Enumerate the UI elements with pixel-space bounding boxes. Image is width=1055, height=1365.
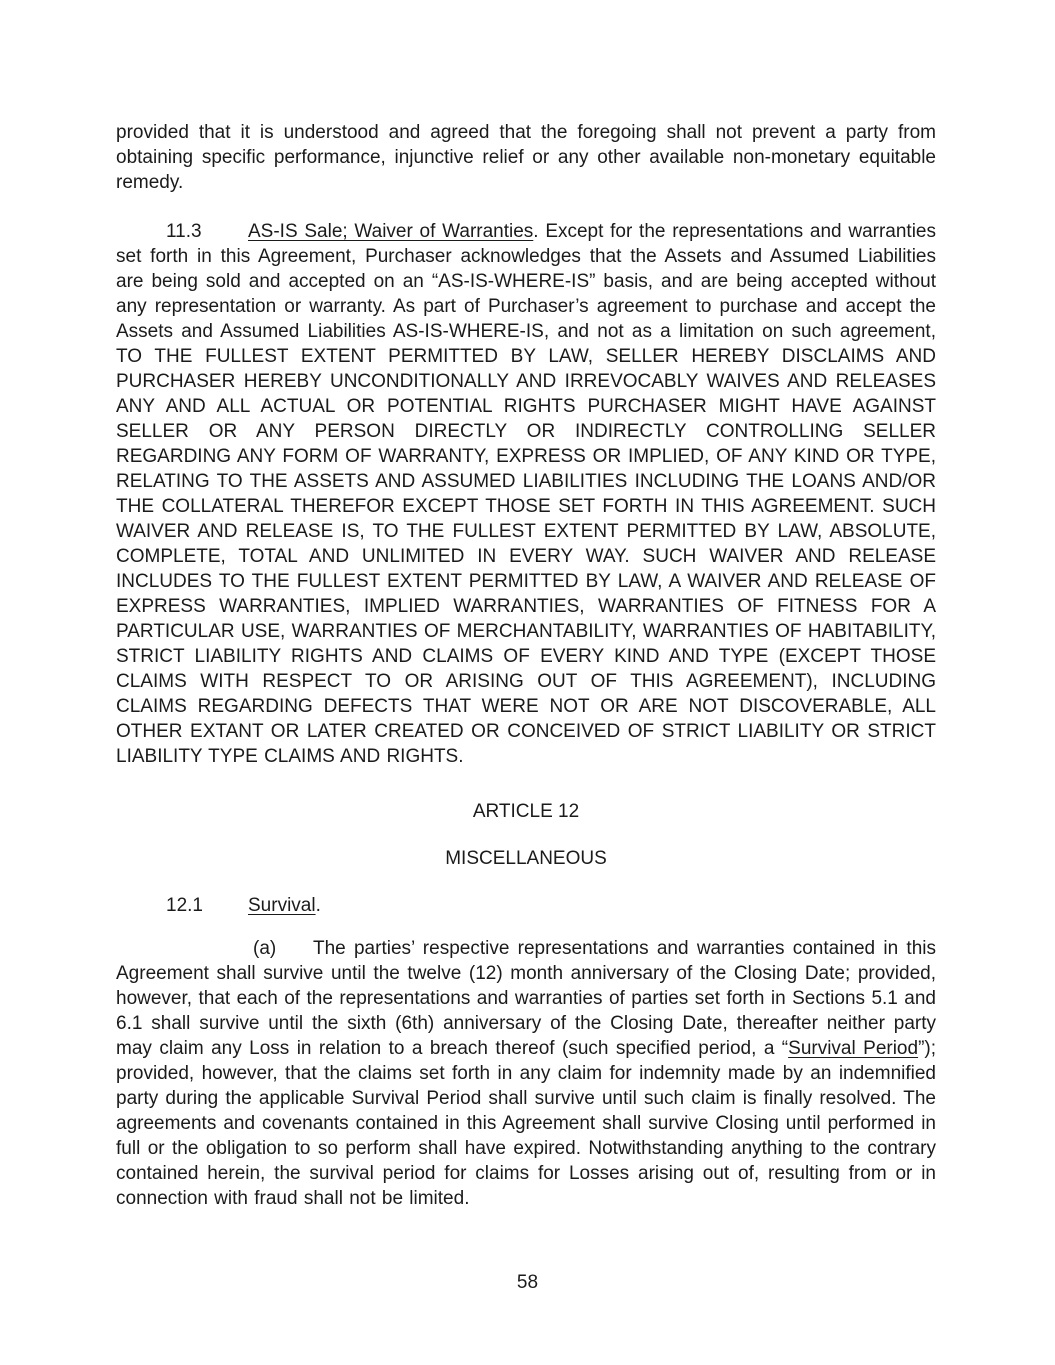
section-12-1-number: 12.1 (166, 895, 203, 916)
miscellaneous-heading: MISCELLANEOUS (445, 848, 607, 869)
page-number: 58 (516, 1272, 539, 1293)
document-page (116, 120, 936, 1235)
section-11-3-heading: AS-IS Sale; Waiver of Warranties (248, 221, 534, 242)
text-run: The parties’ respective representations and warranties contained in this Agreement shall survive until the twelve (12) month anniversary of the Closing Date; provided, however, that each of the representations and warranties of parties set forth in Sections 5.1 and 6.1 shall survive until the sixth (6th) anniversary of the Closing Date, thereafter neither party may claim any Loss in relation to a breach thereof (such specified period, a “ (116, 938, 936, 1059)
article-12-heading: ARTICLE 12 (472, 801, 580, 822)
section-12-1-line (116, 893, 936, 918)
paragraph-a-label: (a) (253, 938, 277, 959)
continuation-paragraph: provided that it is understood and agreed that the foregoing shall not prevent a party from obtaining specific performance, injunctive relief or any other available non-monetary equitable remedy. (116, 122, 936, 193)
paragraph-a (116, 936, 936, 1211)
paragraph-a-body (116, 938, 936, 1209)
text-run: ”); provided, however, that the claims set forth in any claim for indemnity made by an indemnified party during the applicable Survival Period shall survive until such claim is finally resolved. The agreements and covenants contained in this Agreement shall survive Closing until performed in full or the obligation to so perform shall have expired. Notwithstanding anything to the contrary contained herein, the survival period for claims for Losses arising out of, resulting from or in connection with fraud shall not be limited. (116, 1038, 936, 1209)
section-11-3-number: 11.3 (166, 221, 202, 242)
defined-term-underlined: Survival Period (788, 1038, 919, 1059)
section-12-1-heading: Survival (248, 895, 316, 916)
section-11-3-paragraph (116, 219, 936, 769)
section-11-3-body: . Except for the representations and warranties set forth in this Agreement, Purchaser acknowledges that the Assets and Assumed Liabilities are being sold and accepted on an “AS-IS-WHERE-IS” basis, and are being accepted without any representation or warranty. As part of Purchaser’s agreement to purchase and accept the Assets and Assumed Liabilities AS-IS-WHERE-IS, and not as a limitation on such agreement, TO THE FULLEST EXTENT PERMITTED BY LAW, SELLER HEREBY DISCLAIMS AND PURCHASER HEREBY UNCONDITIONALLY AND IRREVOCABLY WAIVES AND RELEASES ANY AND ALL ACTUAL OR POTENTIAL RIGHTS PURCHASER MIGHT HAVE AGAINST SELLER OR ANY PERSON DIRECTLY OR INDIRECTLY CONTROLLING SELLER REGARDING ANY FORM OF WARRANTY, EXPRESS OR IMPLIED, OF ANY KIND OR TYPE, RELATING TO THE ASSETS AND ASSUMED LIABILITIES INCLUDING THE LOANS AND/OR THE COLLATERAL THEREFOR EXCEPT THOSE SET FORTH IN THIS AGREEMENT. SUCH WAIVER AND RELEASE IS, TO THE FULLEST EXTENT PERMITTED BY LAW, ABSOLUTE, COMPLETE, TOTAL AND UNLIMITED IN EVERY WAY. SUCH WAIVER AND RELEASE INCLUDES TO THE FULLEST EXTENT PERMITTED BY LAW, A WAIVER AND RELEASE OF EXPRESS WARRANTIES, IMPLIED WARRANTIES, WARRANTIES OF FITNESS FOR A PARTICULAR USE, WARRANTIES OF MERCHANTABILITY, WARRANTIES OF HABITABILITY, STRICT LIABILITY RIGHTS AND CLAIMS OF EVERY KIND AND TYPE (EXCEPT THOSE CLAIMS WITH RESPECT TO OR ARISING OUT OF THIS AGREEMENT), INCLUDING CLAIMS REGARDING DEFECTS THAT WERE NOT OR ARE NOT DISCOVERABLE, ALL OTHER EXTANT OR LATER CREATED OR CONCEIVED OF STRICT LIABILITY OR STRICT LIABILITY TYPE CLAIMS AND RIGHTS. (116, 221, 936, 767)
section-12-1-trailing-period: . (315, 895, 321, 916)
